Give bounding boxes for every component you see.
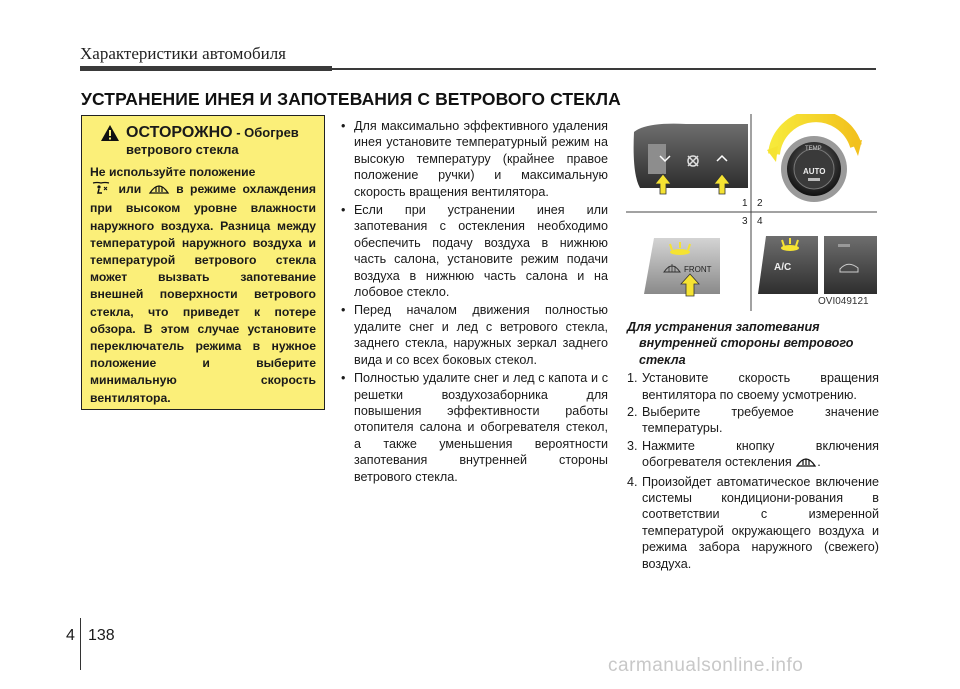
knob-auto-label: AUTO xyxy=(803,167,826,176)
watermark: carmanualsonline.info xyxy=(608,655,804,676)
warning-box xyxy=(81,115,325,410)
step-item: 3. Нажмите кнопку включения обогревателя остекления . xyxy=(627,438,879,473)
warning-triangle-icon xyxy=(100,124,120,147)
bullet-item: • Перед началом движения полностью удалите снег и лед с ветрового стекла, заднего стекла, наружных зеркал заднего вида и со всех боковых стекол. xyxy=(341,303,608,367)
bullet-item: • Полностью удалите снег и лед с капота и с решетки воздухозаборника для повышения эффективности работы отопителя салона и обогревателя стекол, а также уменьшения вероятности запотевания внутренней стороны ветрового стекла. xyxy=(341,371,608,484)
bullet-list-column xyxy=(340,118,608,487)
warning-heading xyxy=(100,124,316,158)
chapter-number: 4 xyxy=(66,627,75,644)
step-item: 1. Установите скорость вращения вентилятора по своему усмотрению. xyxy=(627,371,879,402)
panel-number-3: 3 xyxy=(742,216,748,227)
ac-button-label: A/C xyxy=(774,262,792,273)
panel-number-1: 1 xyxy=(742,198,748,209)
figure-code: OVI049121 xyxy=(818,296,869,307)
step-item: 4. Произойдет автоматическое включение системы кондициони-рования в соответствии с измеренной температурой окружающего воздуха и режима забора наружного (свежего) воздуха. xyxy=(627,474,879,571)
page-number: 138 xyxy=(88,627,115,644)
knob-temp-label: TEMP xyxy=(805,146,822,152)
warning-heading-line2: ветрового стекла xyxy=(126,142,239,157)
panel-front-defrost xyxy=(644,238,720,296)
defrost-mode-icon xyxy=(148,181,170,200)
step-item: 2. Выберите требуемое значение температуры. xyxy=(627,405,879,436)
panel-number-4: 4 xyxy=(757,216,763,227)
header-rule-thick xyxy=(80,66,332,71)
climate-control-figure xyxy=(626,114,877,311)
warning-text-or: или xyxy=(118,182,142,197)
warning-heading-main: ОСТОРОЖНО xyxy=(126,124,233,141)
footer-rule xyxy=(80,618,81,670)
warning-heading-tail: - Обогрев xyxy=(232,125,299,140)
running-header: Характеристики автомобиля xyxy=(80,44,286,63)
warning-text-part2: в режиме охлаждения при высоком уровне влажности наружного воздуха. Разница между температурой наружного воздуха и температурой ветрового стекла может вызвать запотевание внешней поверхности ветрового стекла, что приведет к потере обзора. В этом случае установите переключатель режима в нужное положение и выберите минимальную скорость вентилятора. xyxy=(90,182,317,405)
subsection-heading: Для устранения запотевания внутренней стороны ветрового стекла xyxy=(627,320,854,367)
bullet-item: • Для максимально эффективного удаления инея установите температурный режим на высокую температуру (крайнее правое положение ручки) и максимальную скорость вращения вентилятора. xyxy=(341,119,608,199)
header-rule-thin xyxy=(332,68,876,70)
floor-defrost-mode-icon xyxy=(90,181,112,200)
section-title: УСТРАНЕНИЕ ИНЕЯ И ЗАПОТЕВАНИЯ С ВЕТРОВОГО СТЕКЛА xyxy=(81,89,621,109)
panel-ac-button xyxy=(758,236,877,294)
front-button-label: FRONT xyxy=(684,265,712,274)
warning-text-part1: Не используйте положение xyxy=(90,165,256,179)
panel-fan-control xyxy=(634,124,748,194)
defog-instructions-column xyxy=(627,319,879,573)
bullet-item: • Если при устранении инея или запотевания с остекления необходимо обеспечить подачу воздуха в нижнюю часть салона, установите режим подачи воздуха в нижнюю часть салона и на лобовое стекло. xyxy=(341,203,608,300)
panel-number-2: 2 xyxy=(757,198,763,209)
warning-text xyxy=(90,164,316,407)
defrost-button-icon xyxy=(795,454,817,472)
